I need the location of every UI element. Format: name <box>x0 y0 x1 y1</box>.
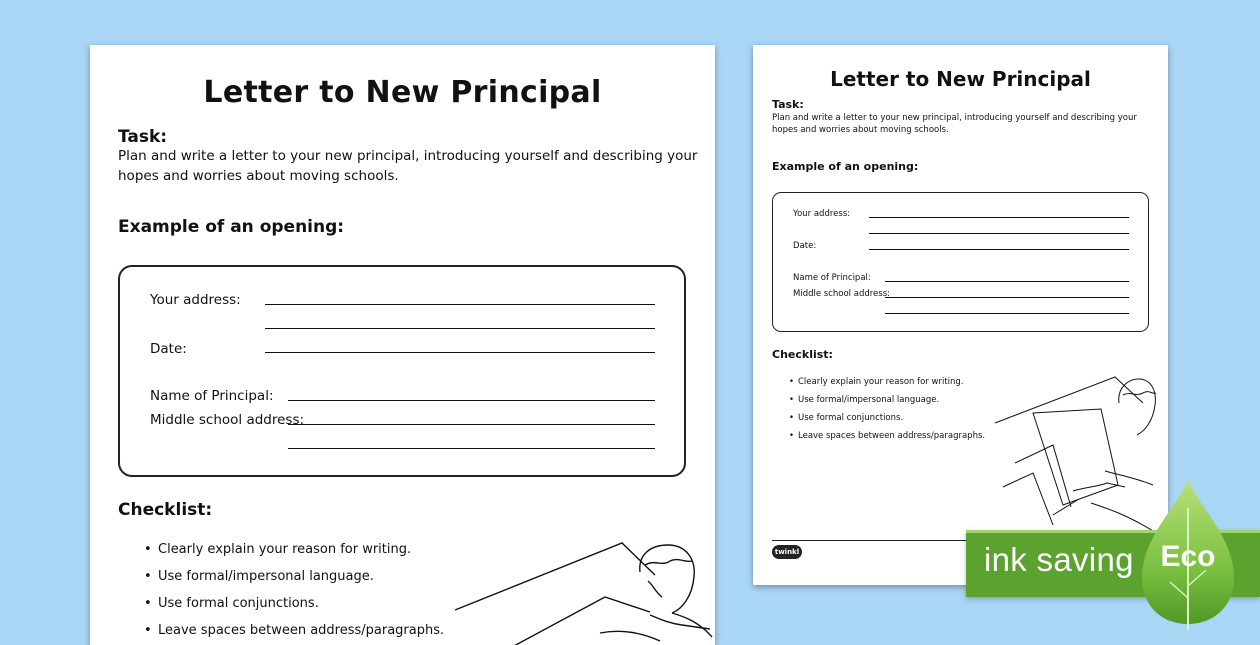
example-heading: Example of an opening: <box>118 217 345 237</box>
checklist-item: • Use formal/impersonal language. <box>158 569 444 596</box>
date-label: Date: <box>150 341 187 357</box>
address-line <box>265 304 655 305</box>
school-address-line <box>288 424 655 425</box>
ink-saving-text: ink saving <box>984 541 1134 578</box>
principal-name-line <box>288 400 655 401</box>
address-label: Your address: <box>150 292 241 308</box>
principal-name-line <box>885 281 1129 282</box>
task-heading: Task: <box>118 127 168 147</box>
checklist <box>798 377 985 449</box>
checklist-item: • Leave spaces between address/paragraphs. <box>158 623 444 645</box>
address-line-2 <box>265 328 655 329</box>
letter-opening-box <box>118 265 686 477</box>
worksheet-title: Letter to New Principal <box>830 67 1091 91</box>
task-description: Plan and write a letter to your new principal, introducing yourself and describing your hopes and worries about moving schools. <box>118 148 698 184</box>
checklist-item: • Use formal/impersonal language. <box>798 395 985 413</box>
worksheet-title: Letter to New Principal <box>203 75 602 110</box>
principal-name-label: Name of Principal: <box>793 273 871 283</box>
date-line <box>265 352 655 353</box>
school-address-line-2 <box>288 448 655 449</box>
school-address-label: Middle school address: <box>150 412 305 428</box>
writing-child-illustration <box>450 537 715 645</box>
school-address-line <box>885 297 1129 298</box>
principal-name-label: Name of Principal: <box>150 388 274 404</box>
date-line <box>869 249 1129 250</box>
address-line-2 <box>869 233 1129 234</box>
checklist-heading: Checklist: <box>118 500 213 520</box>
letter-opening-box <box>772 192 1149 332</box>
checklist-item: • Clearly explain your reason for writing. <box>798 377 985 395</box>
writing-child-illustration <box>993 375 1158 535</box>
address-line <box>869 217 1129 218</box>
task-description: Plan and write a letter to your new principal, introducing yourself and describing your hopes and worries about moving schools. <box>772 113 1137 136</box>
checklist-item: • Use formal conjunctions. <box>798 413 985 431</box>
school-address-line-2 <box>885 313 1129 314</box>
checklist-item: • Use formal conjunctions. <box>158 596 444 623</box>
example-heading: Example of an opening: <box>772 160 919 173</box>
checklist-item: • Leave spaces between address/paragraphs. <box>798 431 985 449</box>
task-heading: Task: <box>772 98 804 111</box>
eco-label: Eco <box>1160 540 1216 573</box>
worksheet-preview-small <box>753 45 1168 585</box>
school-address-label: Middle school address: <box>793 289 890 299</box>
checklist-item: • Clearly explain your reason for writing. <box>158 542 444 569</box>
date-label: Date: <box>793 241 817 251</box>
twinkl-logo: twinkl <box>772 545 802 559</box>
address-label: Your address: <box>793 209 851 219</box>
checklist-heading: Checklist: <box>772 348 833 361</box>
worksheet-preview-large <box>90 45 715 645</box>
